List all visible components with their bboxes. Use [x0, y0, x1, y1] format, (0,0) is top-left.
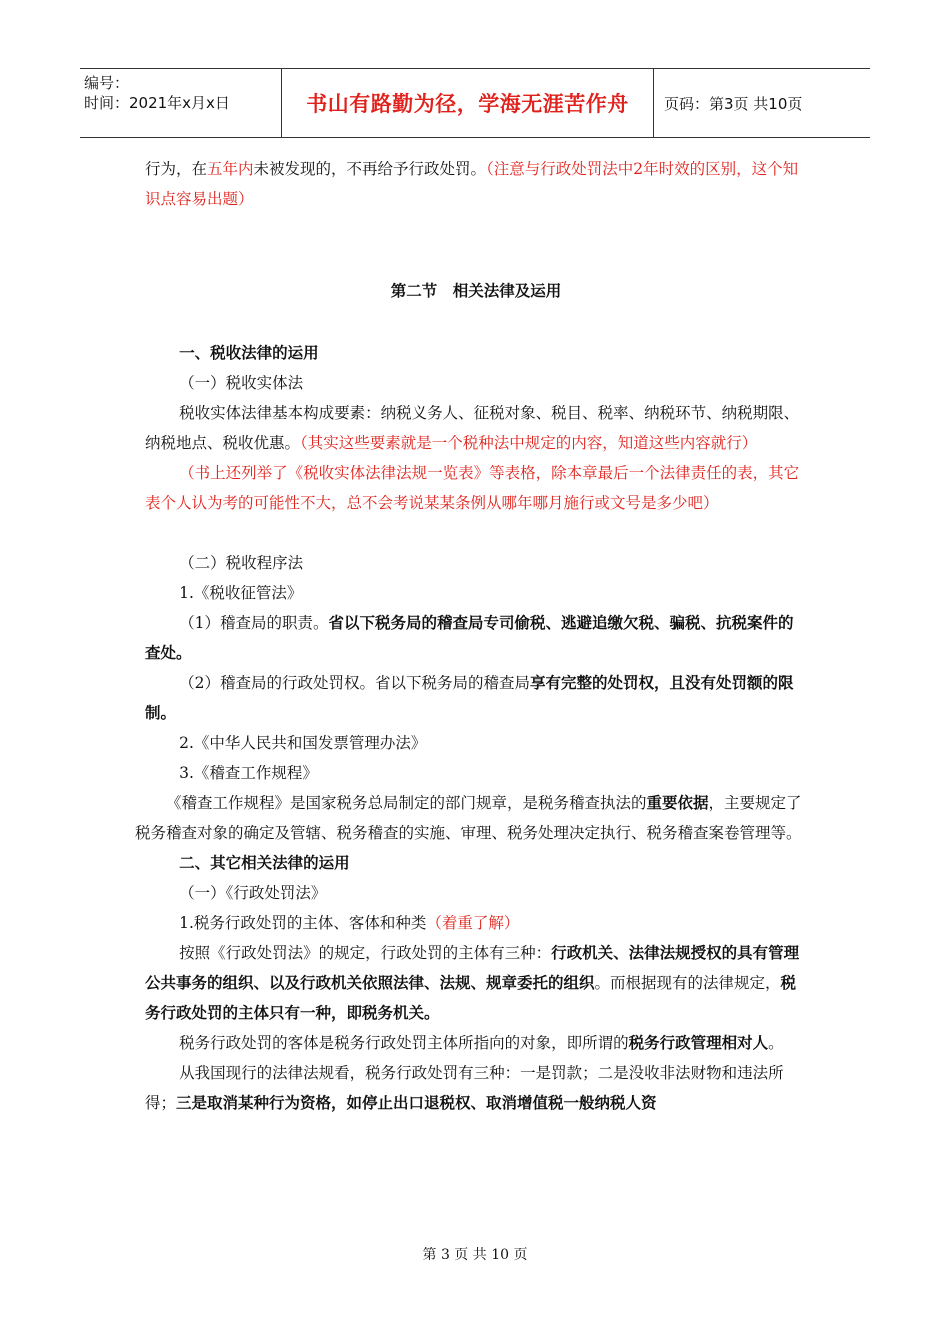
number-label: 编号： [84, 74, 130, 92]
note-text: （着重了解） [426, 914, 520, 932]
heading-other-laws: 二、其它相关法律的运用 [179, 854, 350, 872]
paragraph-note: （书上还列举了《税收实体法律法规一览表》等表格，除本章最后一个法律责任的表，其它表个人认为考的可能性不大，总不会考说某某条例从哪年哪月施行或文号是多少吧） [145, 464, 800, 512]
bold-text: 享有完整的处罚权，且没有处罚额的限制。 [145, 673, 794, 722]
highlight-text: 五年内 [207, 160, 254, 178]
subheading-procedural-law: （二）税收程序法 [179, 554, 304, 572]
paragraph-object [145, 1028, 807, 1058]
list-item-2: 2.《中华人民共和国发票管理办法》 [179, 734, 427, 752]
text: 行为，在 [145, 160, 208, 178]
paragraph-elements [145, 398, 807, 458]
text: 从我国现行的法律法规看，税务行政处罚有三种：一是罚款；二是没收非法财物和违法所得； [145, 1064, 784, 1112]
list-item-1: 1.《税收征管法》 [179, 584, 303, 602]
text: ，主要规定了税务稽查对象的确定及管辖、税务稽查的实施、审理、税务处理决定执行、税务稽查案卷管理等。 [135, 794, 802, 842]
list-item-1-2 [145, 668, 807, 728]
text: 。而根据现有的法律规定， [594, 974, 781, 992]
text: 未被发现的，不再给予行政处罚。 [253, 160, 487, 178]
text: 税收实体法律基本构成要素：纳税义务人、征税对象、税目、税率、纳税环节、纳税期限、纳税地点、税收优惠。 [145, 404, 800, 452]
paragraph-types [145, 1058, 807, 1118]
time-label: 时间：2021年x月x日 [84, 94, 230, 112]
bold-text: 重要依据 [646, 793, 709, 812]
bold-text: 省以下税务局的稽查局专司偷税、逃避追缴欠税、骗税、抗税案件的查处。 [145, 613, 794, 662]
list-item-1-1 [145, 608, 807, 668]
paragraph-rules [135, 788, 807, 848]
document-body [135, 154, 807, 1118]
header-motto-cell [282, 69, 654, 137]
motto: 书山有路勤为径，学海无涯苦作舟 [306, 92, 629, 116]
page-footer: 第 3 页 共 10 页 [422, 1247, 528, 1263]
paragraph-subject [145, 938, 807, 1028]
section-title: 第二节 相关法律及运用 [390, 282, 562, 300]
list-item-3: 3.《稽查工作规程》 [179, 764, 318, 782]
header-left-cell [80, 69, 282, 137]
bold-text: 三是取消某种行为资格，如停止出口退税权、取消增值税一般纳税人资 [176, 1093, 657, 1112]
text: 1.税务行政处罚的主体、客体和种类 [179, 914, 427, 932]
note-text: （其实这些要素就是一个税种法中规定的内容，知道这些内容就行） [300, 434, 758, 452]
bold-text: 行政机关、法律法规授权的具有管理公共事务的组织、以及行政机关依照法律、法规、规章委托的组织 [145, 943, 800, 992]
text: 税务行政处罚的客体是税务行政处罚主体所指向的对象，即所谓的 [179, 1034, 629, 1052]
bold-text: 税务行政管理相对人 [628, 1033, 769, 1052]
text: 。 [768, 1034, 784, 1052]
header-page-info: 页码：第3页 共10页 [664, 94, 803, 113]
paragraph-continuation [145, 154, 807, 214]
text: （2）稽查局的行政处罚权。省以下税务局的稽查局 [179, 674, 530, 692]
bold-text: 税务行政处罚的主体只有一种，即税务机关。 [145, 973, 797, 1022]
subheading-substantive-law: （一）税收实体法 [179, 374, 304, 392]
heading-tax-law: 一、税收法律的运用 [179, 344, 319, 362]
page-header [80, 68, 870, 138]
text: 按照《行政处罚法》的规定，行政处罚的主体有三种： [179, 944, 552, 962]
subheading-admin-penalty-law: （一）《行政处罚法》 [179, 884, 327, 902]
note-text: （注意与行政处罚法中2年时效的区别，这个知识点容易出题） [145, 160, 799, 208]
list-item-admin-1 [145, 908, 807, 938]
text: 《稽查工作规程》是国家税务总局制定的部门规章，是税务稽查执法的 [166, 794, 647, 812]
text: （1）稽查局的职责。 [179, 614, 329, 632]
